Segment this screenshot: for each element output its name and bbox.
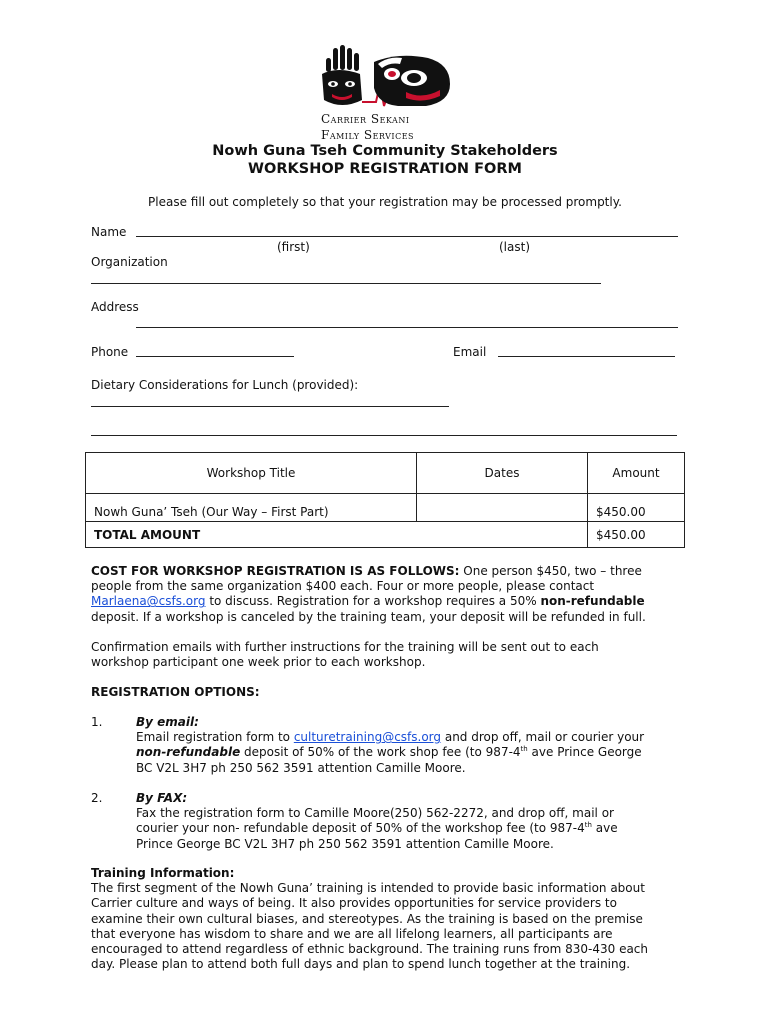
training-information [91, 866, 691, 972]
email-label: Email [453, 345, 487, 359]
training-line: day. Please plan to attend both full days and plan to spend lunch together at the training. [91, 957, 631, 972]
option-2-text-a: Fax the registration form to Camille Moore(250) 562-2272, and drop off, mail or [136, 806, 614, 821]
dietary-field-1[interactable] [91, 406, 449, 407]
phone-label: Phone [91, 345, 129, 359]
phone-field[interactable] [136, 356, 294, 357]
address-label: Address [91, 300, 139, 314]
option-1-nonref: non-refundable [136, 745, 241, 760]
option-2-sup: th [584, 821, 592, 830]
cost-text-1: One person $450, two – three [459, 564, 642, 578]
option-2-text-d: Prince George BC V2L 3H7 ph 250 562 3591 attention Camille Moore. [136, 836, 554, 851]
total-amount: $450.00 [588, 522, 685, 548]
option-1-title: By email: [136, 715, 199, 729]
organization-logo [318, 44, 453, 144]
last-name-hint: (last) [499, 240, 531, 254]
cost-text-2: people from the same organization $400 each. Four or more people, please contact [91, 579, 595, 594]
option-1-sup: th [520, 745, 528, 754]
table-header-row [86, 453, 685, 494]
table-row [86, 494, 685, 522]
address-field[interactable] [136, 327, 678, 328]
training-heading: Training Information: [91, 866, 235, 880]
name-label: Name [91, 225, 127, 239]
logo-line-2: Family Services [321, 128, 415, 142]
training-line: encouraged to attend regardless of ethnic background. The training runs from 830-430 each [91, 942, 649, 957]
cost-paragraph [91, 564, 691, 625]
organization-field[interactable] [91, 283, 601, 284]
option-2-text-b: courier your non- refundable deposit of 50% of the workshop fee (to 987-4 [136, 821, 585, 836]
registration-options-heading: REGISTRATION OPTIONS: [91, 685, 260, 699]
confirmation-line-1: Confirmation emails with further instructions for the training will be sent out to each [91, 640, 599, 654]
training-line: Carrier culture and ways of being. It also provides opportunities for service providers to [91, 896, 617, 911]
workshop-table [85, 452, 685, 548]
workshop-dates-cell[interactable] [417, 494, 588, 522]
first-name-hint: (first) [277, 240, 310, 254]
table-header-title: Workshop Title [86, 453, 417, 494]
option-1-text-c: deposit of 50% of the work shop fee (to 987-4 [240, 745, 521, 760]
organization-label: Organization [91, 255, 168, 269]
option-1-text-d: ave Prince George [527, 745, 642, 760]
total-row [86, 522, 685, 548]
document-title: Nowh Guna Tseh Community Stakeholders [212, 143, 558, 159]
instruction-text: Please fill out completely so that your registration may be processed promptly. [148, 195, 622, 209]
option-2-text-c: ave [591, 821, 618, 836]
marlaena-email-link[interactable]: Marlaena@csfs.org [91, 594, 206, 609]
cost-heading: COST FOR WORKSHOP REGISTRATION IS AS FOLLOWS: [91, 564, 460, 578]
cost-text-3: to discuss. Registration for a workshop requires a 50% [205, 594, 541, 609]
confirmation-paragraph [91, 640, 691, 670]
workshop-title-cell: Nowh Guna’ Tseh (Our Way – First Part) [86, 494, 417, 522]
training-line: that everyone has wisdom to share and we are all lifelong learners, all participants are [91, 926, 613, 941]
dietary-label: Dietary Considerations for Lunch (provided): [91, 378, 359, 392]
option-1-text-a: Email registration form to [136, 730, 294, 745]
option-2-number: 2. [91, 791, 103, 805]
dietary-field-2[interactable] [91, 435, 677, 436]
option-1-block [136, 715, 736, 776]
name-field[interactable] [136, 236, 678, 237]
training-line: examine their own cultural biases, and stereotypes. As the training is based on the premise [91, 911, 643, 926]
email-field[interactable] [498, 356, 675, 357]
table-header-amount: Amount [588, 453, 685, 494]
option-2-block [136, 791, 736, 852]
option-1-number: 1. [91, 715, 103, 729]
option-2-title: By FAX: [136, 791, 188, 805]
table-header-dates: Dates [417, 453, 588, 494]
option-1-text-b: and drop off, mail or courier your [441, 730, 645, 745]
confirmation-line-2: workshop participant one week prior to each workshop. [91, 655, 426, 670]
workshop-amount-cell: $450.00 [588, 494, 685, 522]
formline-crest-icon [318, 44, 453, 110]
total-label: TOTAL AMOUNT [86, 522, 588, 548]
culturetraining-email-link[interactable]: culturetraining@csfs.org [293, 730, 442, 745]
logo-line-1: Carrier Sekani [321, 112, 410, 126]
option-1-text-e: BC V2L 3H7 ph 250 562 3591 attention Camille Moore. [136, 760, 466, 775]
form-title: WORKSHOP REGISTRATION FORM [248, 161, 522, 177]
cost-text-4: deposit. If a workshop is canceled by the training team, your deposit will be refunded in full. [91, 609, 646, 624]
training-line: The first segment of the Nowh Guna’ training is intended to provide basic information about [91, 881, 645, 896]
non-refundable-text: non-refundable [540, 594, 645, 609]
